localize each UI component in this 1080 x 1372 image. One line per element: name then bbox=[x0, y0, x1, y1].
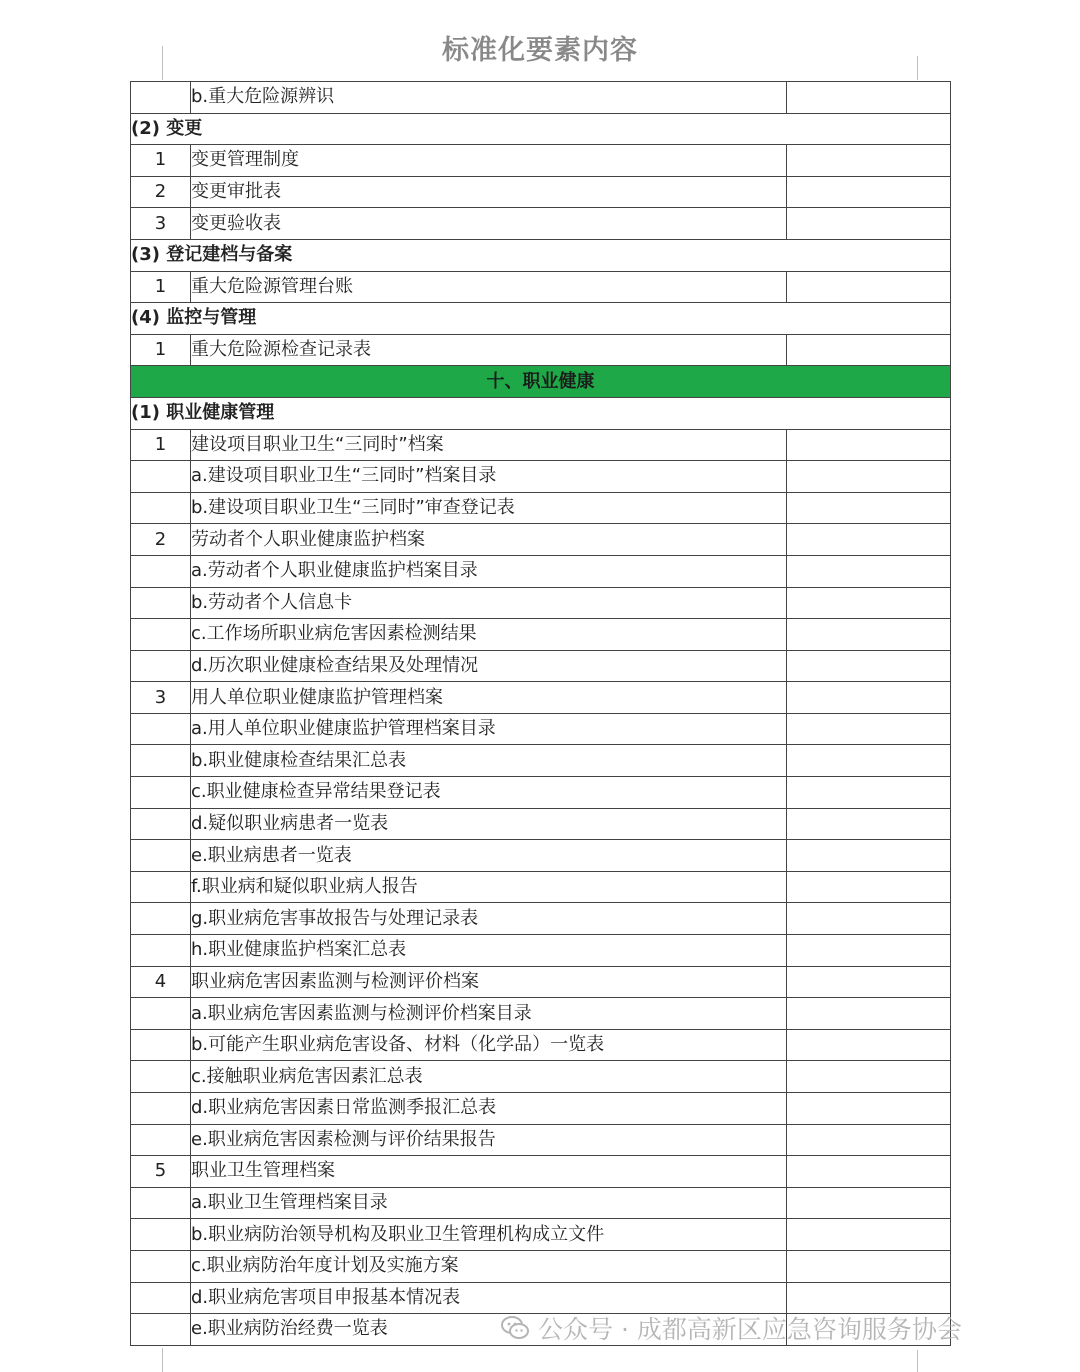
row-content: e.职业病防治经费一览表 bbox=[191, 1314, 787, 1346]
row-number bbox=[131, 1314, 191, 1346]
row-content: b.职业健康检查结果汇总表 bbox=[191, 745, 787, 777]
table-row bbox=[131, 966, 951, 998]
row-remark bbox=[787, 682, 951, 714]
row-content: a.职业病危害因素监测与检测评价档案目录 bbox=[191, 998, 787, 1030]
section-row bbox=[131, 113, 951, 145]
table-row bbox=[131, 429, 951, 461]
row-remark bbox=[787, 461, 951, 493]
margin-mark-bottom-right bbox=[917, 1350, 918, 1372]
row-content: a.用人单位职业健康监护管理档案目录 bbox=[191, 713, 787, 745]
row-content: 建设项目职业卫生“三同时”档案 bbox=[191, 429, 787, 461]
table-row bbox=[131, 1219, 951, 1251]
row-remark bbox=[787, 82, 951, 114]
margin-mark-bottom-left bbox=[162, 1348, 163, 1372]
table-row bbox=[131, 176, 951, 208]
table-row bbox=[131, 1250, 951, 1282]
row-remark bbox=[787, 334, 951, 366]
section-row bbox=[131, 397, 951, 429]
row-remark bbox=[787, 808, 951, 840]
row-number bbox=[131, 619, 191, 651]
table-row bbox=[131, 619, 951, 651]
row-remark bbox=[787, 587, 951, 619]
row-content: a.劳动者个人职业健康监护档案目录 bbox=[191, 555, 787, 587]
row-number bbox=[131, 1250, 191, 1282]
row-number bbox=[131, 1282, 191, 1314]
row-number: 1 bbox=[131, 145, 191, 177]
row-remark bbox=[787, 429, 951, 461]
table-row bbox=[131, 1187, 951, 1219]
table-row bbox=[131, 1093, 951, 1125]
section-heading: (2) 变更 bbox=[131, 113, 951, 145]
row-number: 4 bbox=[131, 966, 191, 998]
section-heading: (1) 职业健康管理 bbox=[131, 397, 951, 429]
section-heading: (3) 登记建档与备案 bbox=[131, 239, 951, 271]
row-content: c.工作场所职业病危害因素检测结果 bbox=[191, 619, 787, 651]
row-remark bbox=[787, 619, 951, 651]
row-remark bbox=[787, 492, 951, 524]
row-number bbox=[131, 745, 191, 777]
row-content: 重大危险源管理台账 bbox=[191, 271, 787, 303]
row-number: 3 bbox=[131, 208, 191, 240]
row-content: h.职业健康监护档案汇总表 bbox=[191, 935, 787, 967]
row-content: c.职业健康检查异常结果登记表 bbox=[191, 777, 787, 809]
row-content: 变更验收表 bbox=[191, 208, 787, 240]
row-number bbox=[131, 1124, 191, 1156]
row-number bbox=[131, 555, 191, 587]
chapter-row bbox=[131, 366, 951, 398]
row-remark bbox=[787, 145, 951, 177]
table-row bbox=[131, 808, 951, 840]
row-number bbox=[131, 808, 191, 840]
row-remark bbox=[787, 1061, 951, 1093]
row-content: g.职业病危害事故报告与处理记录表 bbox=[191, 903, 787, 935]
table-row bbox=[131, 998, 951, 1030]
row-remark bbox=[787, 1187, 951, 1219]
table-row bbox=[131, 461, 951, 493]
row-number: 2 bbox=[131, 176, 191, 208]
row-content: b.建设项目职业卫生“三同时”审查登记表 bbox=[191, 492, 787, 524]
row-remark bbox=[787, 650, 951, 682]
table-row bbox=[131, 745, 951, 777]
row-content: b.职业病防治领导机构及职业卫生管理机构成立文件 bbox=[191, 1219, 787, 1251]
table-row bbox=[131, 1029, 951, 1061]
row-number bbox=[131, 998, 191, 1030]
row-remark bbox=[787, 1250, 951, 1282]
row-content: d.职业病危害项目申报基本情况表 bbox=[191, 1282, 787, 1314]
section-row bbox=[131, 239, 951, 271]
table-row bbox=[131, 650, 951, 682]
row-number bbox=[131, 1029, 191, 1061]
row-number bbox=[131, 461, 191, 493]
page-title: 标准化要素内容 bbox=[442, 35, 638, 66]
row-remark bbox=[787, 1093, 951, 1125]
table-row bbox=[131, 1282, 951, 1314]
table-row bbox=[131, 903, 951, 935]
table-row bbox=[131, 777, 951, 809]
row-content: c.职业病防治年度计划及实施方案 bbox=[191, 1250, 787, 1282]
table-row bbox=[131, 271, 951, 303]
row-number bbox=[131, 777, 191, 809]
row-content: e.职业病危害因素检测与评价结果报告 bbox=[191, 1124, 787, 1156]
chapter-heading: 十、职业健康 bbox=[131, 366, 951, 398]
row-content: d.历次职业健康检查结果及处理情况 bbox=[191, 650, 787, 682]
row-content: c.接触职业病危害因素汇总表 bbox=[191, 1061, 787, 1093]
table-row bbox=[131, 935, 951, 967]
table-row bbox=[131, 492, 951, 524]
wechat-icon bbox=[500, 1315, 530, 1341]
row-number bbox=[131, 871, 191, 903]
row-remark bbox=[787, 208, 951, 240]
row-remark bbox=[787, 745, 951, 777]
row-remark bbox=[787, 555, 951, 587]
row-number: 1 bbox=[131, 271, 191, 303]
table-row bbox=[131, 840, 951, 872]
margin-mark-right bbox=[917, 56, 918, 80]
row-remark bbox=[787, 871, 951, 903]
row-remark bbox=[787, 524, 951, 556]
row-remark bbox=[787, 1282, 951, 1314]
row-number bbox=[131, 492, 191, 524]
row-content: a.建设项目职业卫生“三同时”档案目录 bbox=[191, 461, 787, 493]
table-row bbox=[131, 587, 951, 619]
table-row bbox=[131, 208, 951, 240]
table-row bbox=[131, 145, 951, 177]
row-remark bbox=[787, 1124, 951, 1156]
watermark-text: 公众号 · 成都高新区应急咨询服务协会 bbox=[538, 1315, 962, 1344]
table-row bbox=[131, 524, 951, 556]
row-number bbox=[131, 840, 191, 872]
table-row bbox=[131, 334, 951, 366]
table-row bbox=[131, 1061, 951, 1093]
row-remark bbox=[787, 1219, 951, 1251]
watermark bbox=[500, 1310, 962, 1346]
row-content: b.可能产生职业病危害设备、材料（化学品）一览表 bbox=[191, 1029, 787, 1061]
row-number bbox=[131, 82, 191, 114]
row-remark bbox=[787, 966, 951, 998]
standardization-table bbox=[130, 81, 951, 1346]
row-content: 用人单位职业健康监护管理档案 bbox=[191, 682, 787, 714]
row-number bbox=[131, 1219, 191, 1251]
row-content: f.职业病和疑似职业病人报告 bbox=[191, 871, 787, 903]
row-number: 1 bbox=[131, 334, 191, 366]
row-number: 5 bbox=[131, 1156, 191, 1188]
row-content: 重大危险源检查记录表 bbox=[191, 334, 787, 366]
row-content: b.劳动者个人信息卡 bbox=[191, 587, 787, 619]
table-body bbox=[131, 82, 951, 1346]
row-remark bbox=[787, 713, 951, 745]
row-content: 职业病危害因素监测与检测评价档案 bbox=[191, 966, 787, 998]
row-number bbox=[131, 587, 191, 619]
row-content: a.职业卫生管理档案目录 bbox=[191, 1187, 787, 1219]
row-content: b.重大危险源辨识 bbox=[191, 82, 787, 114]
row-remark bbox=[787, 1156, 951, 1188]
table-row bbox=[131, 871, 951, 903]
row-content: d.疑似职业病患者一览表 bbox=[191, 808, 787, 840]
table-row bbox=[131, 682, 951, 714]
row-remark bbox=[787, 840, 951, 872]
row-remark bbox=[787, 176, 951, 208]
row-number bbox=[131, 650, 191, 682]
section-heading: (4) 监控与管理 bbox=[131, 303, 951, 335]
row-content: 变更管理制度 bbox=[191, 145, 787, 177]
row-number bbox=[131, 935, 191, 967]
table-row bbox=[131, 555, 951, 587]
row-remark bbox=[787, 271, 951, 303]
row-content: 劳动者个人职业健康监护档案 bbox=[191, 524, 787, 556]
table-row bbox=[131, 1156, 951, 1188]
row-number bbox=[131, 1187, 191, 1219]
row-number: 3 bbox=[131, 682, 191, 714]
row-content: 变更审批表 bbox=[191, 176, 787, 208]
table-row bbox=[131, 82, 951, 114]
row-number bbox=[131, 903, 191, 935]
row-number: 2 bbox=[131, 524, 191, 556]
row-content: 职业卫生管理档案 bbox=[191, 1156, 787, 1188]
row-content: e.职业病患者一览表 bbox=[191, 840, 787, 872]
row-number bbox=[131, 1093, 191, 1125]
row-remark bbox=[787, 998, 951, 1030]
row-number bbox=[131, 713, 191, 745]
table-row bbox=[131, 1124, 951, 1156]
row-remark bbox=[787, 903, 951, 935]
row-number: 1 bbox=[131, 429, 191, 461]
row-remark bbox=[787, 777, 951, 809]
table-row bbox=[131, 713, 951, 745]
margin-mark-left bbox=[162, 46, 163, 80]
row-remark bbox=[787, 935, 951, 967]
row-number bbox=[131, 1061, 191, 1093]
row-remark bbox=[787, 1029, 951, 1061]
section-row bbox=[131, 303, 951, 335]
row-content: d.职业病危害因素日常监测季报汇总表 bbox=[191, 1093, 787, 1125]
